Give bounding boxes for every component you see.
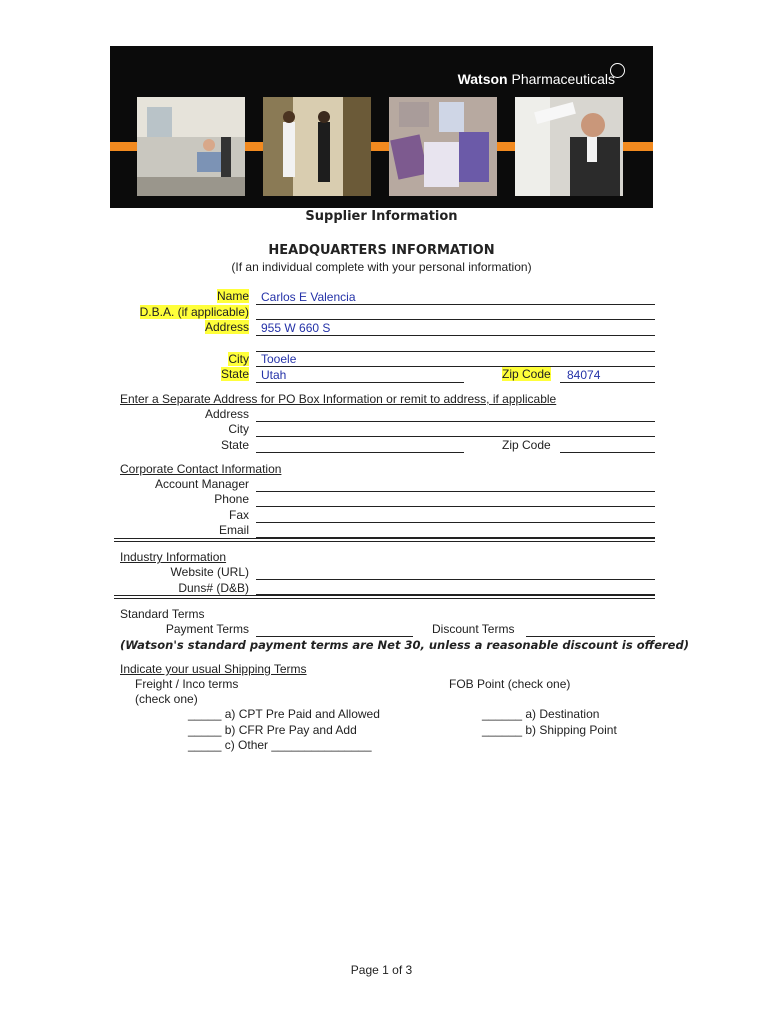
section-divider-2 — [114, 595, 655, 596]
section-divider-double — [114, 541, 655, 542]
fob-option-b[interactable]: ______ b) Shipping Point — [482, 723, 617, 737]
email-label: Email — [218, 523, 249, 537]
page-number: Page 1 of 3 — [350, 963, 413, 977]
banner-photo-exam-room — [137, 97, 245, 196]
phone-label: Phone — [214, 492, 249, 506]
freight-check-one: (check one) — [135, 692, 198, 706]
section-divider — [114, 538, 655, 539]
contact-heading: Corporate Contact Information — [120, 462, 282, 476]
address-line-2[interactable] — [256, 351, 655, 352]
remit-state-field[interactable] — [256, 452, 464, 453]
zip-line — [560, 382, 655, 383]
duns-label: Duns# (D&B) — [178, 581, 249, 595]
payment-terms-field[interactable] — [256, 636, 413, 637]
freight-option-a[interactable]: _____ a) CPT Pre Paid and Allowed — [188, 707, 380, 721]
remit-zip-label: Zip Code — [502, 438, 551, 452]
remit-state-label: State — [220, 438, 249, 452]
city-line — [256, 366, 655, 367]
payment-terms-label: Payment Terms — [165, 622, 249, 636]
dba-label: D.B.A. (if applicable) — [139, 305, 249, 319]
banner-photo-pharmacist — [515, 97, 623, 196]
zip-field[interactable]: 84074 — [567, 368, 601, 382]
freight-option-b[interactable]: _____ b) CFR Pre Pay and Add — [188, 723, 357, 737]
discount-terms-field[interactable] — [526, 636, 655, 637]
remit-city-field[interactable] — [256, 436, 655, 437]
address-line — [256, 335, 655, 336]
fax-label: Fax — [228, 508, 249, 522]
section-divider-2-double — [114, 598, 655, 599]
terms-heading: Standard Terms — [120, 607, 205, 621]
shipping-heading: Indicate your usual Shipping Terms — [120, 662, 307, 676]
fob-option-a[interactable]: ______ a) Destination — [482, 707, 600, 721]
name-label: Name — [216, 289, 249, 303]
banner-photo-products — [389, 97, 497, 196]
zip-label: Zip Code — [502, 367, 551, 381]
name-line — [256, 304, 655, 305]
website-field[interactable] — [256, 579, 655, 580]
discount-terms-label: Discount Terms — [432, 622, 515, 636]
account-manager-label: Account Manager — [154, 477, 249, 491]
dba-field[interactable] — [256, 319, 655, 320]
freight-label: Freight / Inco terms — [135, 677, 239, 691]
remit-zip-field[interactable] — [560, 452, 655, 453]
account-manager-field[interactable] — [256, 491, 655, 492]
website-label: Website (URL) — [170, 565, 249, 579]
remit-city-label: City — [228, 422, 249, 436]
section-note: (If an individual complete with your personal information) — [231, 260, 532, 274]
company-logo: Watson Pharmaceuticals — [457, 71, 615, 87]
address-field[interactable]: 955 W 660 S — [261, 321, 331, 335]
state-label: State — [220, 367, 249, 381]
remit-address-field[interactable] — [256, 421, 655, 422]
phone-field[interactable] — [256, 506, 655, 507]
banner-photo-hallway — [263, 97, 371, 196]
document-title: Supplier Information — [305, 209, 458, 224]
remit-heading: Enter a Separate Address for PO Box Information or remit to address, if applicable — [120, 392, 557, 406]
freight-option-c[interactable]: _____ c) Other _______________ — [188, 738, 372, 752]
name-field[interactable]: Carlos E Valencia — [261, 290, 356, 304]
city-label: City — [228, 352, 249, 366]
city-field[interactable]: Tooele — [261, 352, 297, 366]
fax-field[interactable] — [256, 522, 655, 523]
fob-label: FOB Point (check one) — [449, 677, 571, 691]
header-banner — [110, 46, 653, 208]
state-field[interactable]: Utah — [261, 368, 287, 382]
industry-heading: Industry Information — [120, 550, 227, 564]
section-title: HEADQUARTERS INFORMATION — [268, 243, 495, 258]
state-line — [256, 382, 464, 383]
payment-terms-note: (Watson's standard payment terms are Net 30, unless a reasonable discount is offered) — [120, 638, 689, 652]
remit-address-label: Address — [204, 407, 249, 421]
logo-mark-icon — [610, 63, 625, 78]
address-label: Address — [204, 320, 249, 334]
